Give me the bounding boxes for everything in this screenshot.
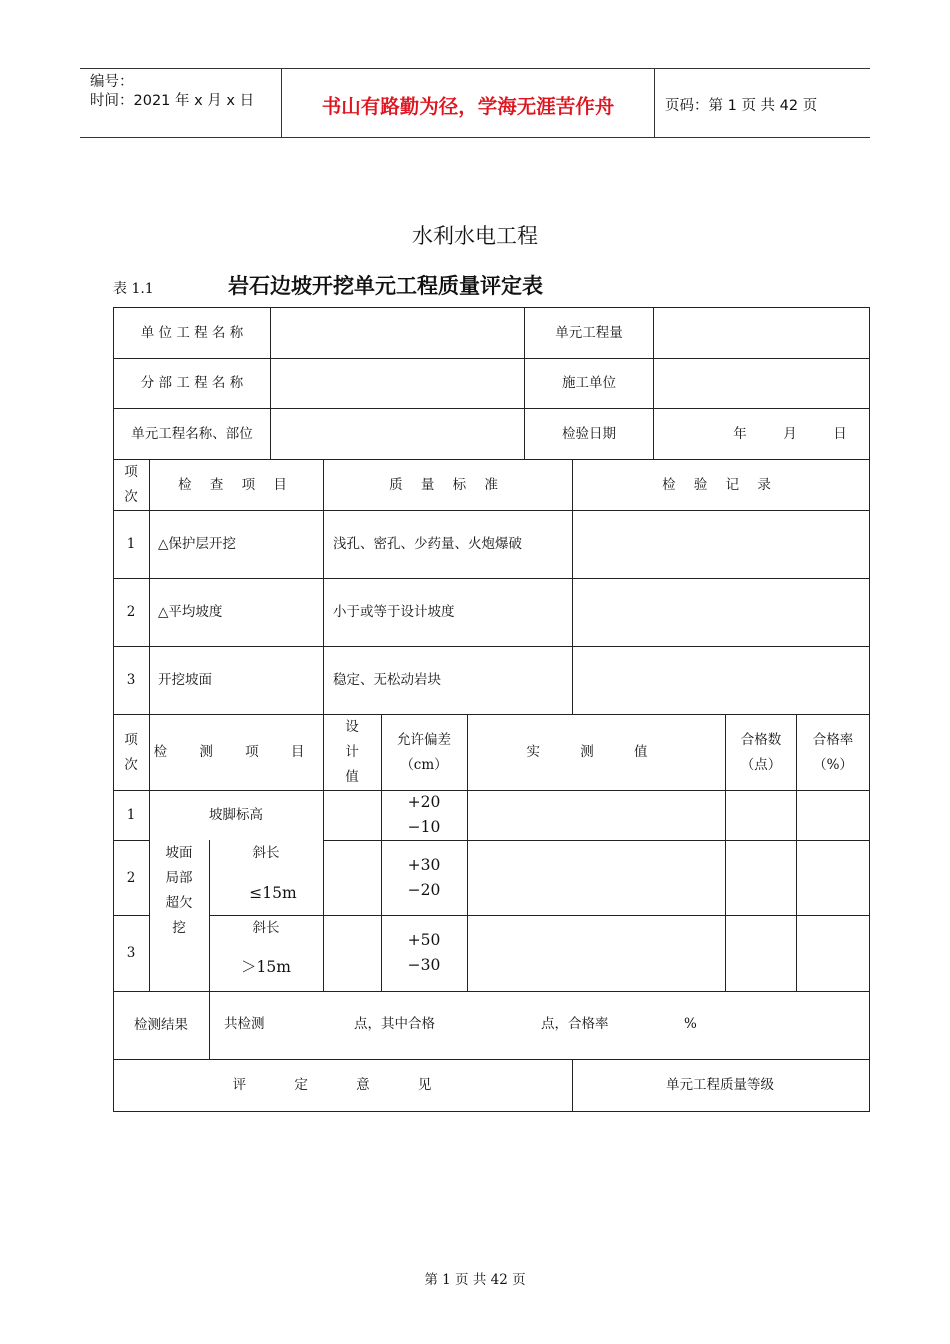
design-value-header: 设 (345, 719, 359, 735)
pass-rate-header: （%） (813, 757, 853, 773)
grid-line (113, 646, 870, 647)
measured-value-header: 实 测 值 (526, 744, 666, 760)
grid-line (113, 840, 149, 841)
measure-row-item: 坡脚标高 (209, 807, 263, 823)
pass-count-header: 合格数 (740, 732, 782, 748)
check-row-standard: 浅孔、密孔、少药量、火炮爆破 (333, 536, 522, 552)
grid-line (113, 307, 870, 308)
check-row-standard: 稳定、无松动岩块 (333, 672, 441, 688)
check-row-no: 2 (126, 604, 136, 620)
quality-grade-label: 单元工程质量等级 (666, 1077, 774, 1093)
grid-line (113, 459, 870, 460)
grid-line (270, 307, 271, 459)
check-standard-header: 质 量 标 准 (389, 477, 505, 493)
tolerance-minus: −10 (407, 818, 441, 836)
page-footer: 第 1 页 共 42 页 (424, 1272, 526, 1288)
pass-count-header: （点） (740, 757, 782, 773)
check-record-header: 检 验 记 录 (662, 477, 778, 493)
grid-line (572, 459, 573, 714)
date-day: 日 (833, 426, 847, 442)
check-item-header: 检 查 项 目 (178, 477, 294, 493)
grid-line (323, 840, 870, 841)
tolerance-header: 允许偏差 (397, 732, 451, 748)
grid-line (113, 307, 114, 1112)
grid-line (467, 714, 468, 991)
result-label: 检测结果 (134, 1017, 188, 1033)
grid-line (653, 307, 654, 459)
table-title: 岩石边坡开挖单元工程质量评定表 (228, 274, 543, 298)
grid-line (113, 578, 870, 579)
number-label: 编号： (90, 74, 134, 90)
grid-line (381, 714, 382, 991)
measure-index-header: 次 (124, 757, 138, 773)
group-label: 挖 (172, 920, 186, 936)
table-label: 表 1.1 (113, 281, 154, 297)
grid-line (572, 1059, 573, 1111)
grid-line (113, 790, 870, 791)
grid-line (113, 1111, 870, 1112)
result-percent: % (684, 1016, 697, 1032)
page-header (80, 68, 870, 138)
element-name-location-label: 单元工程名称、部位 (131, 426, 253, 442)
tolerance-minus: −30 (407, 956, 441, 974)
date-year: 年 (733, 426, 747, 442)
sub-item-range: ≤15m (249, 884, 297, 902)
sub-item-label: 斜长 (252, 920, 280, 936)
inspect-date-label: 检验日期 (562, 426, 616, 442)
check-row-item: △平均坡度 (158, 604, 223, 620)
date-label: 时间：2021 年 x 月 x 日 (90, 93, 255, 109)
design-value-header: 计 (345, 744, 359, 760)
measure-row-no: 1 (126, 807, 136, 823)
grid-line (524, 307, 525, 459)
evaluation-opinion: 评 定 意 见 (232, 1077, 454, 1093)
header-divider (654, 69, 655, 137)
grid-line (113, 358, 870, 359)
group-label: 超欠 (165, 895, 193, 911)
grid-line (149, 459, 150, 991)
tolerance-plus: +30 (407, 856, 441, 874)
page-label: 页码：第 1 页 共 42 页 (665, 98, 818, 114)
check-index-header: 次 (124, 489, 138, 505)
grid-line (209, 915, 870, 916)
tolerance-plus: +20 (407, 793, 441, 811)
date-month: 月 (783, 426, 797, 442)
group-label: 局部 (165, 870, 193, 886)
measure-row-no: 3 (126, 945, 136, 961)
grid-line (209, 991, 210, 1059)
result-total: 共检测 (224, 1016, 265, 1032)
check-index-header: 项 (124, 464, 138, 480)
grid-line (113, 510, 870, 511)
design-value-header: 值 (345, 769, 359, 785)
grid-line (209, 840, 210, 991)
unit-project-name-label: 单 位 工 程 名 称 (140, 325, 244, 341)
grid-line (113, 408, 870, 409)
motto: 书山有路勤为径，学海无涯苦作舟 (321, 95, 615, 118)
tolerance-minus: −20 (407, 881, 441, 899)
check-row-item: △保护层开挖 (158, 536, 236, 552)
check-row-standard: 小于或等于设计坡度 (333, 604, 455, 620)
sub-project-name-label: 分 部 工 程 名 称 (140, 375, 244, 391)
sub-item-label: 斜长 (252, 845, 280, 861)
tolerance-header: （cm） (400, 757, 448, 773)
tolerance-plus: +50 (407, 931, 441, 949)
grid-line (113, 991, 870, 992)
sub-item-range: ＞15m (241, 958, 291, 976)
measure-item-header: 检 测 项 目 (153, 744, 319, 760)
grid-line (113, 714, 870, 715)
grid-line (323, 459, 324, 991)
check-row-item: 开挖坡面 (158, 672, 212, 688)
check-row-no: 1 (126, 536, 136, 552)
grid-line (113, 1059, 870, 1060)
grid-line (113, 915, 149, 916)
check-row-no: 3 (126, 672, 136, 688)
unit-quantity-label: 单元工程量 (555, 325, 623, 341)
header-meta (90, 73, 254, 111)
constructor-label: 施工单位 (562, 375, 616, 391)
grid-line (869, 307, 870, 1112)
result-rate: 点，合格率 (541, 1016, 609, 1032)
measure-index-header: 项 (124, 732, 138, 748)
document-title: 水利水电工程 (412, 224, 538, 248)
result-pass: 点，其中合格 (354, 1016, 435, 1032)
grid-line (725, 714, 726, 991)
grid-line (796, 714, 797, 991)
measure-row-no: 2 (126, 870, 136, 886)
group-label: 坡面 (165, 845, 193, 861)
pass-rate-header: 合格率 (812, 732, 854, 748)
